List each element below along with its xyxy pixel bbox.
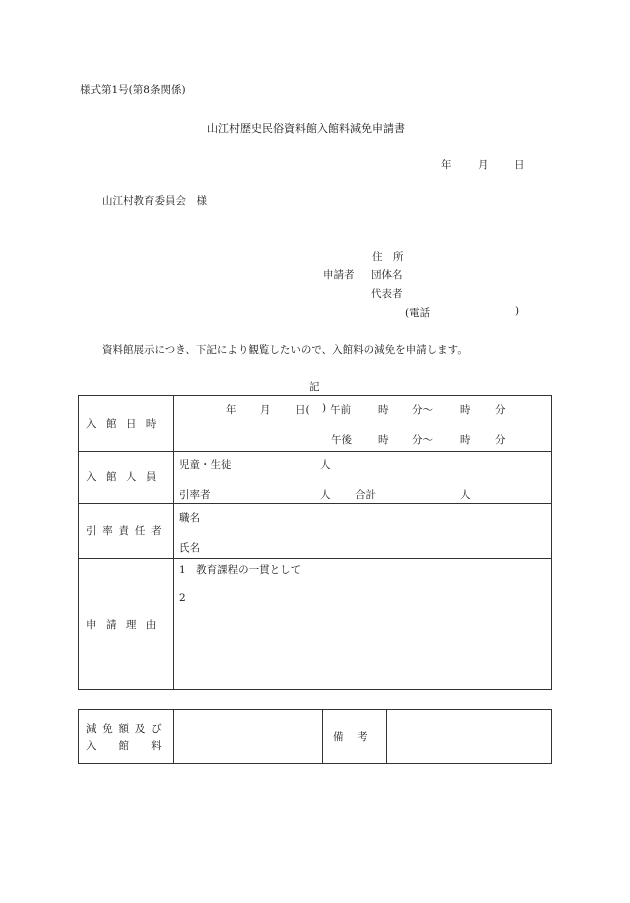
dt-pm-hour-to: 時 <box>460 434 471 446</box>
body-text: 資料館展示につき、下記により観覧したいので、入館料の減免を申請します。 <box>102 344 468 356</box>
page-title: 山江村歴史民俗資料館入館料減免申請書 <box>207 122 405 135</box>
table-row-divider <box>78 503 552 504</box>
applicant-label: 申請者 <box>323 269 355 281</box>
dt-am-hour-to: 時 <box>460 404 471 416</box>
job-title-label: 職名 <box>179 512 200 524</box>
total-label: 合計 <box>355 489 376 501</box>
total-unit: 人 <box>460 489 471 501</box>
address-label: 住 所 <box>372 251 404 263</box>
dt-pm: 午後 <box>331 434 352 446</box>
group-label: 団体名 <box>371 269 403 281</box>
dt-am-hour: 時 <box>378 404 389 416</box>
table-row-divider <box>78 451 552 452</box>
date-day: 日 <box>514 159 525 171</box>
date-month: 月 <box>478 159 489 171</box>
dt-day-open: 日( <box>295 404 310 416</box>
dt-am: 午前 <box>330 404 351 416</box>
remarks-label: 備考 <box>333 731 382 743</box>
row-label-person-in-charge: 引率責任者 <box>86 525 168 537</box>
representative-label: 代表者 <box>371 288 403 300</box>
name-label: 氏名 <box>179 542 200 554</box>
students-label: 児童・生徒 <box>179 459 232 471</box>
fee-table-divider <box>173 709 174 764</box>
application-table <box>78 395 552 690</box>
addressee: 山江村教育委員会 様 <box>102 195 207 207</box>
row-label-visit-datetime: 入館日時 <box>86 418 166 430</box>
fee-label-line2: 入館料 <box>86 740 184 752</box>
row-label-reason: 申請理由 <box>86 619 166 631</box>
dt-day-close: ) <box>322 402 327 414</box>
fee-table-divider <box>386 709 387 764</box>
row-label-visitors: 入館人員 <box>86 471 166 483</box>
dt-pm-minute-from: 分～ <box>412 434 433 446</box>
reason-item-2: 2 <box>179 592 186 604</box>
students-unit: 人 <box>320 459 331 471</box>
chaperones-label: 引率者 <box>179 489 211 501</box>
reason-item-1: 1 教育課程の一貫として <box>179 564 302 576</box>
dt-am-minute-from: 分～ <box>412 404 433 416</box>
form-number: 様式第1号(第8条関係) <box>80 84 186 96</box>
dt-am-minute-to: 分 <box>495 404 506 416</box>
dt-year: 年 <box>226 404 237 416</box>
dt-month: 月 <box>260 404 271 416</box>
date-year: 年 <box>441 159 452 171</box>
phone-close: ) <box>515 305 520 317</box>
fee-label-line1: 減免額及び <box>86 723 168 735</box>
chaperones-unit: 人 <box>320 489 331 501</box>
table-row-divider <box>78 558 552 559</box>
fee-table-divider <box>322 709 323 764</box>
phone-label: (電話 <box>405 307 431 319</box>
ki-label: 記 <box>309 381 320 393</box>
fee-table <box>78 709 552 764</box>
table-column-divider <box>173 395 174 690</box>
dt-pm-minute-to: 分 <box>495 434 506 446</box>
dt-pm-hour: 時 <box>378 434 389 446</box>
